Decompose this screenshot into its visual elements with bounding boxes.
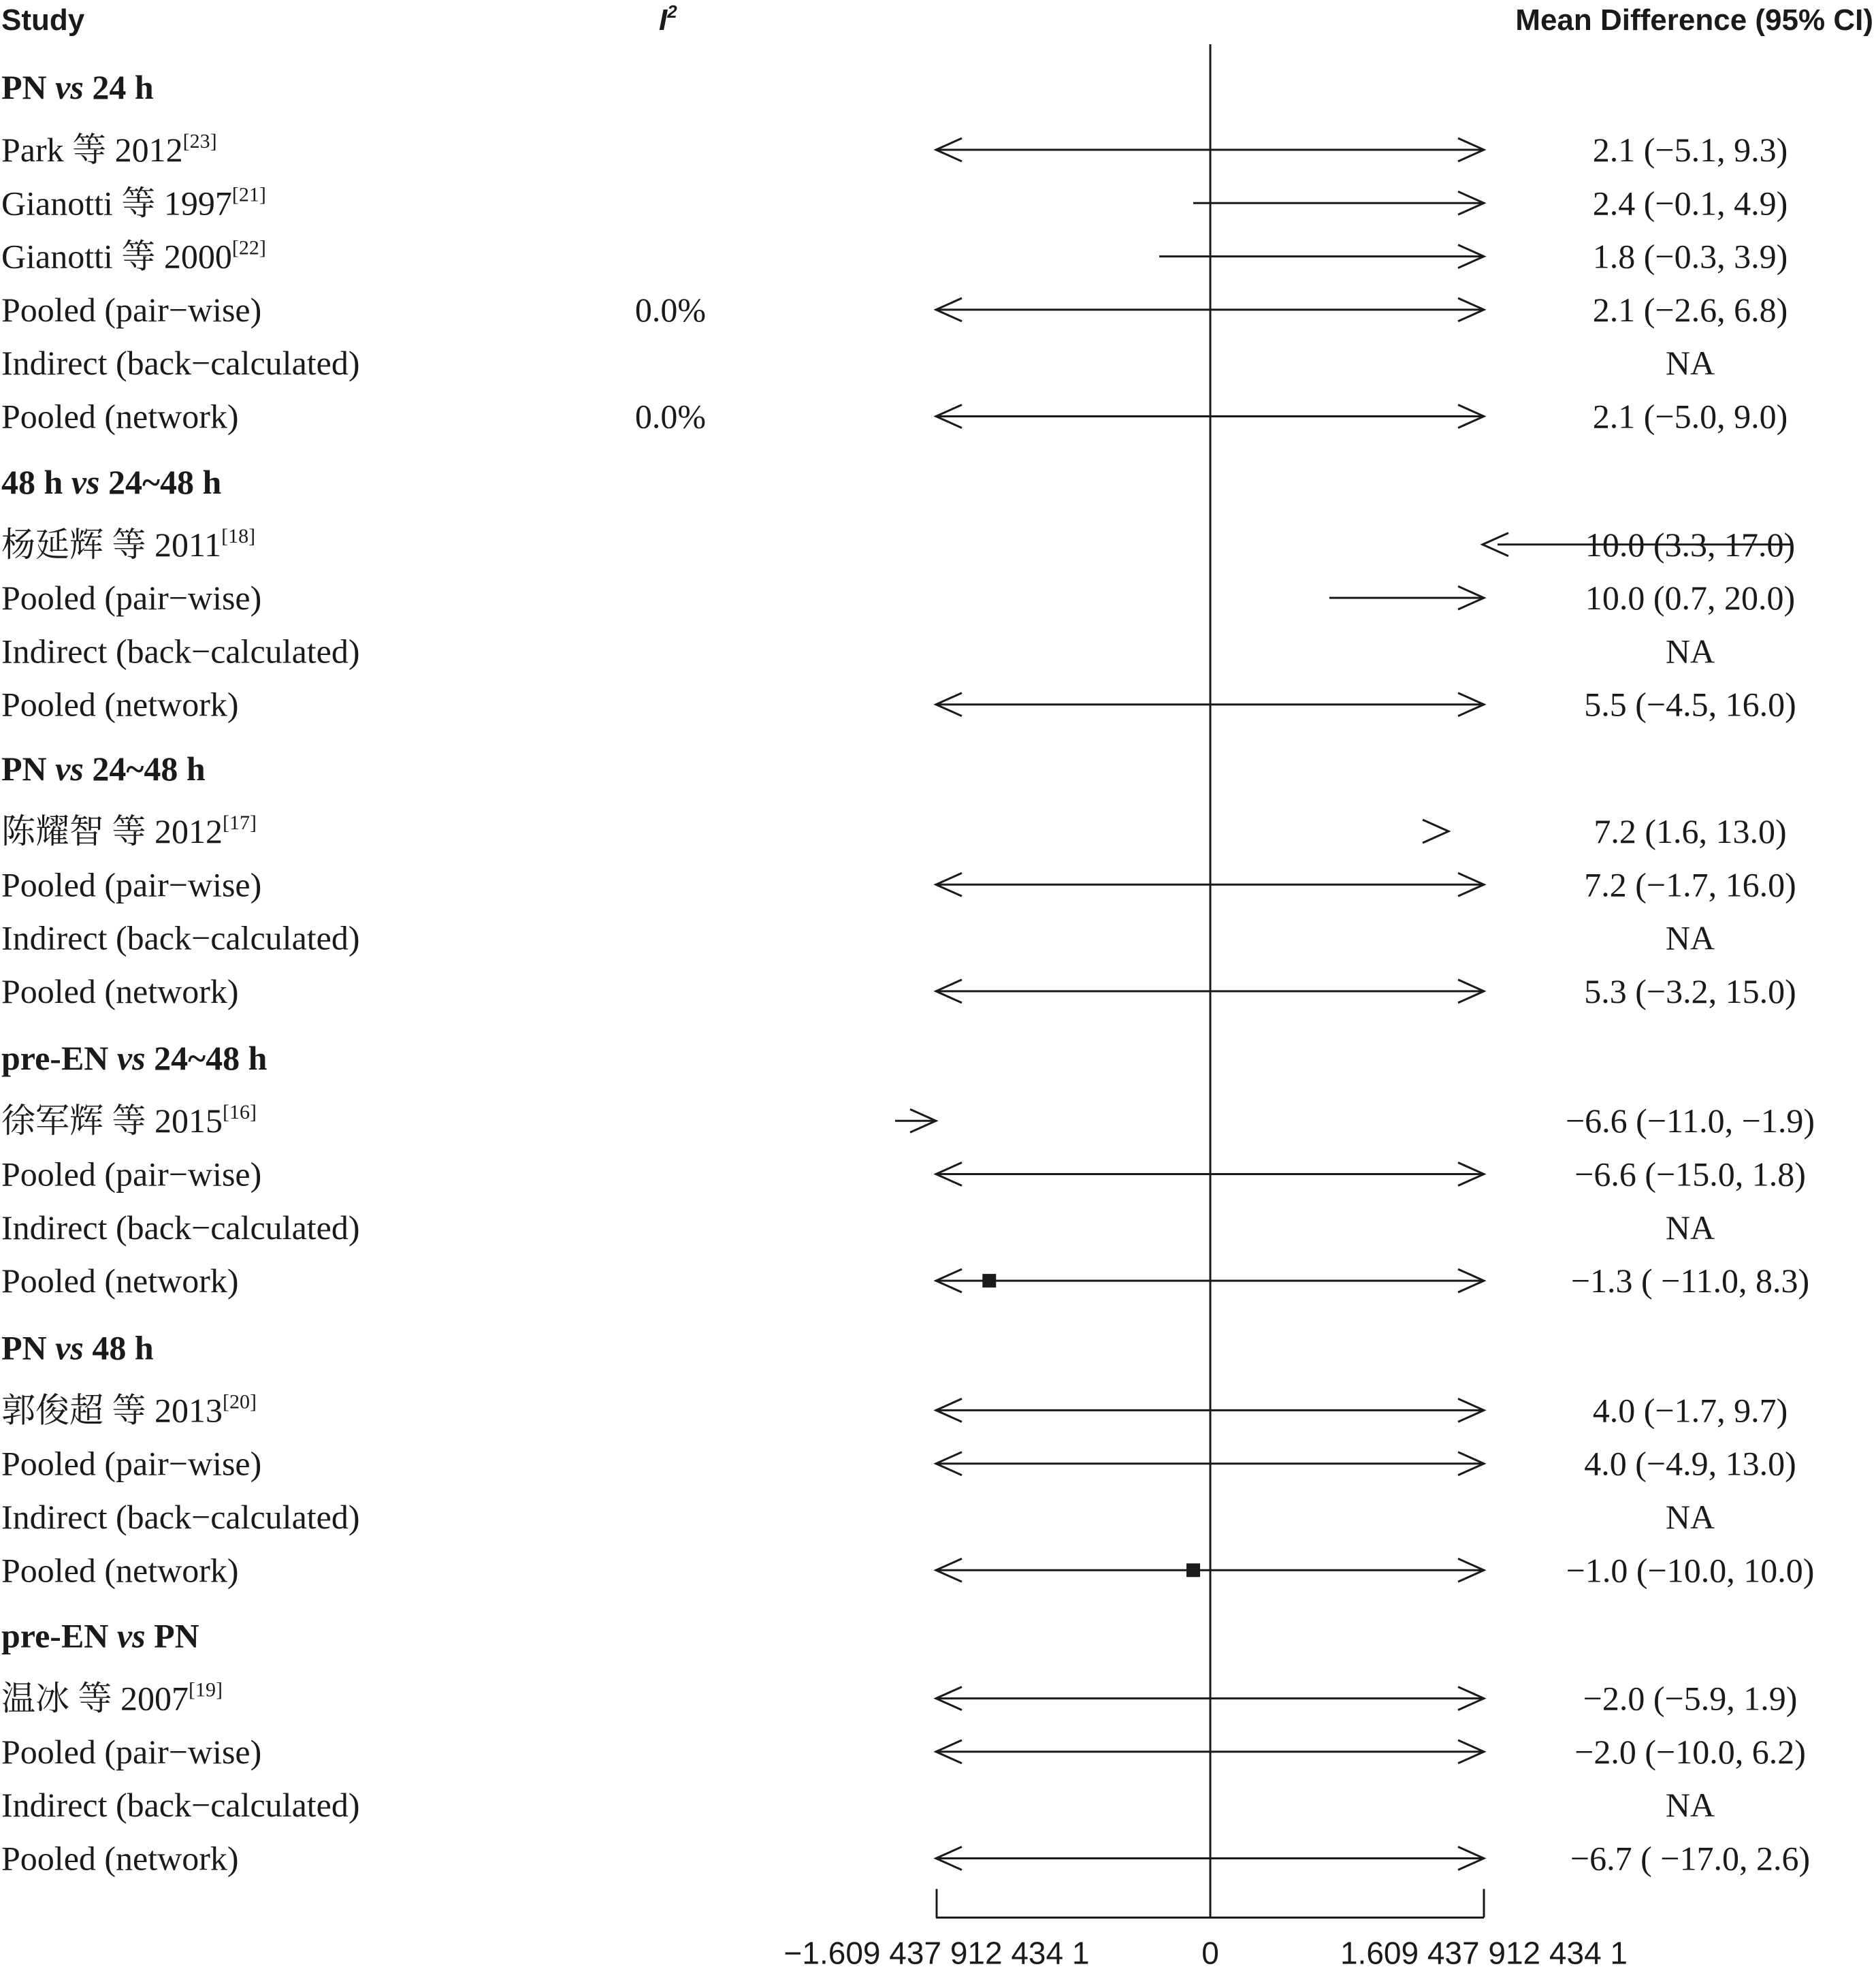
row-label: [1, 1498, 360, 1536]
group-title-right: 48 h: [83, 1328, 154, 1367]
row-label-text: Indirect (back−calculated): [1, 1208, 360, 1247]
row-label: [1, 183, 266, 222]
row-label: [1, 812, 257, 850]
row-label-text: Pooled (pair−wise): [1, 579, 262, 618]
axis-tick-label: 0: [1201, 1935, 1219, 1971]
row-label: [1, 1551, 239, 1589]
row-ci: 2.1 (−5.0, 9.0): [1592, 397, 1788, 436]
row-ci: NA: [1665, 918, 1715, 957]
row-label-text: Indirect (back−calculated): [1, 1786, 360, 1825]
row-label-text: 郭俊超 等 2013: [1, 1391, 223, 1430]
header-effect: Mean Difference (95% CI): [1515, 3, 1873, 37]
group-title-vs: vs: [116, 1039, 146, 1078]
study-rows: [1, 44, 1815, 1918]
row-ci: −1.0 (−10.0, 10.0): [1566, 1551, 1815, 1590]
group-title: [1, 463, 221, 501]
row-label: [1, 237, 266, 276]
row-label: [1, 1445, 261, 1483]
row-label: [1, 1390, 257, 1429]
row-ci: 4.0 (−4.9, 13.0): [1584, 1444, 1796, 1483]
group-title-vs: vs: [116, 1616, 146, 1655]
row-label: [1, 291, 261, 329]
row-ci: NA: [1665, 632, 1715, 671]
row-ci: 2.4 (−0.1, 4.9): [1592, 184, 1788, 223]
row-label: [1, 1840, 239, 1878]
row-label: [1, 686, 239, 724]
row-ref: [20]: [223, 1390, 257, 1413]
row-label: [1, 1155, 261, 1194]
row-label-text: Pooled (network): [1, 1262, 239, 1300]
row-ref: [22]: [231, 236, 266, 259]
row-label: [1, 865, 261, 903]
group-title: [1, 1039, 268, 1077]
row-label: [1, 972, 239, 1010]
row-label-text: Pooled (network): [1, 685, 239, 724]
row-i2: 0.0%: [634, 290, 707, 329]
group-title-right: 24~48 h: [83, 750, 206, 788]
row-label-text: Pooled (pair−wise): [1, 1732, 262, 1771]
row-label-text: Pooled (network): [1, 1839, 239, 1878]
row-label-text: Indirect (back−calculated): [1, 1498, 360, 1536]
row-label: [1, 1262, 239, 1300]
point-estimate: [1186, 1563, 1200, 1577]
row-ci: 2.1 (−5.1, 9.3): [1592, 131, 1788, 169]
row-label: [1, 398, 239, 436]
row-label-text: Pooled (pair−wise): [1, 290, 262, 329]
row-ci: −6.6 (−15.0, 1.8): [1574, 1155, 1806, 1194]
row-label-text: Pooled (pair−wise): [1, 865, 262, 904]
row-label-text: Pooled (network): [1, 397, 239, 436]
row-ci: 7.2 (1.6, 13.0): [1594, 812, 1787, 850]
row-label-text: Indirect (back−calculated): [1, 632, 360, 671]
group-title-right: 24~48 h: [145, 1039, 268, 1078]
row-label-text: 徐军辉 等 2015: [1, 1102, 223, 1140]
group-title-vs: vs: [55, 1328, 84, 1367]
row-label-text: Indirect (back−calculated): [1, 918, 360, 957]
row-ref: [19]: [189, 1678, 223, 1701]
row-label-text: Gianotti 等 2000: [1, 237, 232, 276]
row-label: [1, 130, 217, 169]
group-title-left: 48 h: [1, 462, 71, 501]
row-label-text: Gianotti 等 1997: [1, 184, 232, 223]
axis-tick-label: 1.609 437 912 434 1: [1340, 1935, 1628, 1971]
row-ci: 4.0 (−1.7, 9.7): [1592, 1391, 1788, 1430]
group-title: [1, 1617, 199, 1655]
group-title: [1, 750, 206, 788]
row-label: [1, 1208, 360, 1247]
row-label-text: 陈耀智 等 2012: [1, 812, 223, 850]
header-i2: $I^2$: [659, 1, 677, 37]
row-label: [1, 919, 360, 957]
row-label-text: Pooled (pair−wise): [1, 1444, 262, 1483]
row-label-text: Pooled (network): [1, 1551, 239, 1590]
group-title: [1, 1328, 154, 1366]
row-label: [1, 632, 360, 670]
row-ci: NA: [1665, 1786, 1715, 1825]
row-ci: NA: [1665, 344, 1715, 383]
row-ci: 10.0 (3.3, 17.0): [1585, 525, 1796, 564]
point-estimate: [982, 1274, 996, 1287]
group-title-left: pre-EN: [1, 1039, 117, 1078]
row-label-text: Indirect (back−calculated): [1, 344, 360, 383]
row-ci: NA: [1665, 1208, 1715, 1247]
group-title-right: 24 h: [83, 68, 154, 106]
row-label: [1, 344, 360, 382]
row-ref: [18]: [221, 524, 256, 547]
row-ci: 2.1 (−2.6, 6.8): [1592, 290, 1788, 329]
row-ci: 10.0 (0.7, 20.0): [1585, 579, 1796, 618]
row-label: [1, 1101, 257, 1140]
row-label: [1, 1733, 261, 1771]
row-ci: −1.3 ( −11.0, 8.3): [1570, 1262, 1810, 1300]
row-ci: −6.6 (−11.0, −1.9): [1565, 1102, 1815, 1140]
row-ref: [21]: [231, 183, 266, 206]
row-label-text: 温冰 等 2007: [1, 1679, 189, 1718]
group-title-left: PN: [1, 68, 56, 106]
row-ci: −6.7 ( −17.0, 2.6): [1570, 1839, 1811, 1878]
row-label-text: Park 等 2012: [1, 131, 183, 169]
row-ci: 7.2 (−1.7, 16.0): [1584, 865, 1796, 904]
header-study: Study: [1, 3, 85, 37]
row-label-text: 杨延辉 等 2011: [1, 525, 222, 564]
axis-tick-label: −1.609 437 912 434 1: [783, 1935, 1090, 1971]
group-title-vs: vs: [55, 750, 84, 788]
group-title-right: PN: [145, 1616, 199, 1655]
row-label: [1, 1679, 223, 1718]
group-title-left: PN: [1, 750, 56, 788]
row-label-text: Pooled (pair−wise): [1, 1155, 262, 1194]
row-label: [1, 1786, 360, 1824]
row-ref: [23]: [182, 130, 217, 153]
row-ci: −2.0 (−5.9, 1.9): [1583, 1679, 1798, 1718]
row-label: [1, 525, 255, 564]
row-ci: 1.8 (−0.3, 3.9): [1592, 237, 1788, 276]
row-label-text: Pooled (network): [1, 972, 239, 1010]
row-label: [1, 579, 261, 617]
x-axis: [784, 1889, 1628, 1971]
row-ci: 5.5 (−4.5, 16.0): [1584, 685, 1796, 724]
row-ref: [17]: [223, 812, 257, 834]
group-title-left: pre-EN: [1, 1616, 117, 1655]
row-ref: [16]: [223, 1101, 257, 1124]
group-title-vs: vs: [71, 462, 100, 501]
group-title-vs: vs: [55, 68, 84, 106]
row-ci: NA: [1665, 1498, 1715, 1536]
group-title: [1, 68, 154, 106]
ci-right-arrow: [1423, 820, 1449, 843]
group-title-right: 24~48 h: [99, 462, 222, 501]
row-ci: −2.0 (−10.0, 6.2): [1574, 1732, 1806, 1771]
row-i2: 0.0%: [634, 397, 707, 436]
group-title-left: PN: [1, 1328, 56, 1367]
row-ci: 5.3 (−3.2, 15.0): [1584, 972, 1796, 1010]
